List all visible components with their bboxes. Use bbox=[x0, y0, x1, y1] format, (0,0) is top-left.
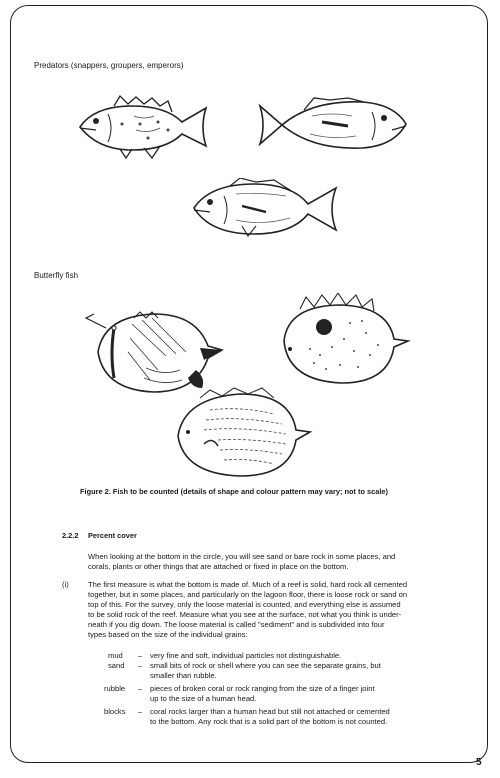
definition-dash: – bbox=[138, 707, 143, 716]
intro-line: When looking at the bottom in the circle, you will see sand or bare rock in some places, and bbox=[88, 552, 396, 561]
snapper-fish-drawing bbox=[252, 96, 412, 154]
definition-text: smaller than rubble. bbox=[150, 671, 217, 680]
section-number: 2.2.2 bbox=[62, 531, 79, 540]
item-line: The first measure is what the bottom is made of. Much of a reef is solid, hard rock all cemented bbox=[88, 580, 408, 589]
page-number: 5 bbox=[476, 757, 482, 768]
emperor-fish-drawing bbox=[186, 178, 342, 240]
intro-line: corals, plants or other things that are attached or fixed in place on the bottom. bbox=[88, 562, 349, 571]
definition-term: blocks bbox=[104, 707, 126, 716]
definition-text: small bits of rock or shell where you can see the separate grains, but bbox=[150, 661, 381, 670]
definition-text: up to the size of a human head. bbox=[150, 694, 257, 703]
item-line: neath if you dig down. The loose material is called "sediment" and is subdivided into four bbox=[88, 620, 385, 629]
item-number: (i) bbox=[62, 580, 69, 589]
definition-dash: – bbox=[138, 651, 143, 660]
definition-dash: – bbox=[138, 661, 143, 670]
figure-caption: Figure 2. Fish to be counted (details of shape and colour pattern may vary; not to scale) bbox=[80, 487, 388, 496]
chevron-butterflyfish-drawing bbox=[170, 384, 320, 482]
spotted-butterflyfish-drawing bbox=[270, 293, 416, 391]
definition-text: coral rocks larger than a human head but still not attached or cemented bbox=[150, 707, 390, 716]
butterfly-heading: Butterfly fish bbox=[34, 271, 79, 280]
predators-heading: Predators (snappers, groupers, emperors) bbox=[34, 61, 184, 70]
definition-text: pieces of broken coral or rock ranging from the size of a finger joint bbox=[150, 684, 375, 693]
definition-text: to the bottom. Any rock that is a solid part of the bottom is not counted. bbox=[150, 717, 388, 726]
item-line: types based on the size of the individual grains: bbox=[88, 630, 248, 639]
item-line: to be solid rock of the reef. Measure what you see at the surface, not what you think is under- bbox=[88, 610, 402, 619]
definition-term: mud bbox=[108, 651, 123, 660]
definition-text: very fine and soft, individual particles not distinguishable. bbox=[150, 651, 342, 660]
item-line: top of this. For the survey, only the loose material is counted, and everything else is assumed bbox=[88, 600, 401, 609]
grouper-fish-drawing bbox=[74, 94, 214, 162]
section-title: Percent cover bbox=[88, 531, 137, 540]
definition-term: sand bbox=[108, 661, 125, 670]
definition-term: rubble bbox=[104, 684, 126, 693]
item-line: together, but in some places, and particularly on the lagoon floor, there is loose rock or sand on bbox=[88, 590, 408, 599]
definition-dash: – bbox=[138, 684, 143, 693]
